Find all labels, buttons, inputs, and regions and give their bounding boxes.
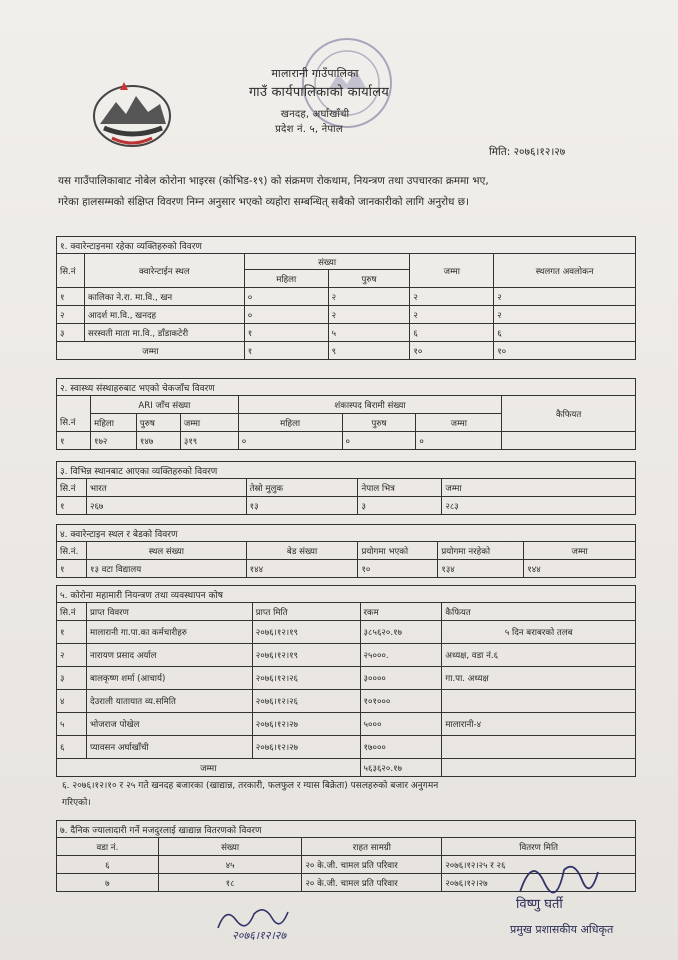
cell — [502, 432, 636, 450]
cell: जम्मा — [57, 342, 245, 360]
col-header: वितरण मिति — [442, 838, 636, 856]
table-row — [57, 667, 636, 690]
col-header: जम्मा — [416, 414, 502, 432]
quarantine-beds-table — [56, 524, 636, 578]
cell: भोजराज पोखेल — [86, 713, 252, 736]
col-header: रकम — [360, 603, 442, 621]
intro-line: यस गाउँपालिकाबाट नोबेल कोरोना भाइरस (कोभिड-१९) को संक्रमण रोकथाम, नियन्त्रण तथा उपचारका क्रममा भए, — [58, 175, 489, 187]
cell: ६ — [494, 324, 636, 342]
municipality-name: मालारानी गाउँपालिका — [271, 67, 359, 80]
col-header: जम्मा — [180, 414, 238, 432]
section-title: १. क्वारेन्टाइनमा रहेका व्यक्तिहरुको विवरण — [57, 237, 636, 254]
cell: २ — [328, 288, 410, 306]
health-checkup-table — [56, 378, 636, 450]
cell: ५६३६२०.१७ — [360, 759, 442, 777]
cell: २६७ — [86, 497, 246, 515]
col-header: प्राप्त मिति — [252, 603, 360, 621]
cell — [442, 759, 636, 777]
cell: ९ — [328, 342, 410, 360]
table-row — [57, 306, 636, 324]
cell: ० — [238, 432, 342, 450]
cell: २०७६।१२।२७ — [442, 874, 636, 892]
cell: मालारानी गा.पा.का कर्मचारीहरु — [86, 621, 252, 644]
col-header: स्थल संख्या — [86, 542, 246, 560]
cell: ० — [244, 288, 328, 306]
cell: १७२ — [90, 432, 136, 450]
cell: १ — [57, 497, 87, 515]
col-header: सि.नं — [57, 603, 87, 621]
cell: ४५ — [158, 856, 302, 874]
cell: १ — [244, 324, 328, 342]
cell: आदर्श मा.वि., खनदह — [84, 306, 244, 324]
col-header: सि.नं — [57, 414, 91, 432]
cell: प्यावसन अर्घाखाँची — [86, 736, 252, 759]
cell: २०७६।१२।२६ — [252, 667, 360, 690]
col-header: नेपाल भित्र — [358, 479, 442, 497]
cell: १ — [57, 560, 87, 578]
cell: अध्यक्ष, वडा नं.६ — [442, 644, 636, 667]
cell: ३ — [358, 497, 442, 515]
cell — [442, 736, 636, 759]
col-header: कैफियत — [442, 603, 636, 621]
col-header: प्राप्त विवरण — [86, 603, 252, 621]
cell: ३०००० — [360, 667, 442, 690]
col-header: महिला — [90, 414, 136, 432]
cell: २ — [494, 288, 636, 306]
col-header: क्वारेन्टाईन स्थल — [84, 254, 244, 288]
col-header: संख्या — [244, 254, 410, 270]
fund-table — [56, 585, 636, 777]
officer-title: प्रमुख प्रशासकीय अधिकृत — [510, 923, 614, 936]
cell: २ — [328, 306, 410, 324]
cell: नारायण प्रसाद अर्याल — [86, 644, 252, 667]
section-title: ३. विभिन्न स्थानबाट आएका व्यक्तिहरुको विवरण — [57, 462, 636, 479]
cell: बालकृष्ण शर्मा (आचार्य) — [86, 667, 252, 690]
col-header: सि.नं — [57, 479, 87, 497]
note-line: गरिएको। — [62, 798, 91, 808]
col-header: महिला — [238, 414, 342, 432]
spacer-cell — [57, 396, 91, 414]
cell: १० — [410, 342, 494, 360]
cell: १४७ — [136, 432, 180, 450]
col-header: पुरुष — [342, 414, 416, 432]
table-row — [57, 713, 636, 736]
cell: २०७६।१२।१९ — [252, 644, 360, 667]
cell: ० — [342, 432, 416, 450]
cell: जम्मा — [57, 759, 361, 777]
cell: १३ वटा विद्यालय — [86, 560, 246, 578]
cell: ५ — [328, 324, 410, 342]
arrivals-table — [56, 461, 636, 515]
cell: २ — [410, 306, 494, 324]
cell: २ — [494, 306, 636, 324]
cell: कालिका ने.रा. मा.वि., खन — [84, 288, 244, 306]
cell: ६ — [57, 736, 87, 759]
cell: ३ — [57, 324, 85, 342]
table-row — [57, 497, 636, 515]
cell: ० — [244, 306, 328, 324]
col-header: कैफियत — [502, 396, 636, 432]
col-header: संख्या — [158, 838, 302, 856]
cell: १०१००० — [360, 690, 442, 713]
document-date: मिति: २०७६।१२।२७ — [489, 146, 566, 158]
section-title: २. स्वास्थ्य संस्थाहरुबाट भएको चेकजाँच विवरण — [57, 379, 636, 396]
col-header: पुरुष — [136, 414, 180, 432]
cell — [442, 690, 636, 713]
table-row — [57, 432, 636, 450]
cell: १७००० — [360, 736, 442, 759]
cell: मालारानी-४ — [442, 713, 636, 736]
cell: ५ दिन बराबरको तलब — [442, 621, 636, 644]
col-header: तेस्रो मुलुक — [246, 479, 358, 497]
col-header: जम्मा — [524, 542, 636, 560]
cell: १८ — [158, 874, 302, 892]
cell: ० — [416, 432, 502, 450]
office-province: प्रदेश नं. ५, नेपाल — [275, 124, 343, 135]
office-address: खनदह, अर्घाखाँची — [280, 109, 350, 120]
col-header: बेड संख्या — [246, 542, 358, 560]
col-header: जम्मा — [442, 479, 636, 497]
col-header: वडा नं. — [57, 838, 159, 856]
cell: २८३ — [442, 497, 636, 515]
col-header: महिला — [244, 270, 328, 288]
intro-line: गरेका हालसम्मको संक्षिप्त विवरण निम्न अनुसार भएको व्यहोरा सम्बन्धित् सबैको जानकारीको लागि अनुरोध छ। — [58, 196, 469, 208]
col-header: पुरुष — [328, 270, 410, 288]
table-row — [57, 736, 636, 759]
table-row — [57, 288, 636, 306]
cell: गा.पा. अध्यक्ष — [442, 667, 636, 690]
col-header: प्रयोगमा भएको — [358, 542, 438, 560]
cell: २ — [57, 644, 87, 667]
cell: २०७६।१२।२७ — [252, 736, 360, 759]
col-header: भारत — [86, 479, 246, 497]
cell: ३ — [57, 667, 87, 690]
cell: ६ — [57, 856, 159, 874]
cell: सरस्वती माता मा.वि., डाँडाकटेरी — [84, 324, 244, 342]
cell: १३४ — [438, 560, 524, 578]
cell: २०७६।१२।२७ — [252, 713, 360, 736]
col-header: स्थलगत अवलोकन — [494, 254, 636, 288]
cell: ७ — [57, 874, 159, 892]
col-header: राहत सामग्री — [302, 838, 442, 856]
officer-name: विष्णु घर्ती — [516, 897, 563, 912]
cell: ५ — [57, 713, 87, 736]
cell: २ — [57, 306, 85, 324]
intro-paragraph — [58, 171, 638, 213]
section-title: ५. कोरोना महामारी नियन्त्रण तथा व्यवस्थापन कोष — [57, 586, 636, 603]
cell: २० के.जी. चामल प्रति परिवार — [302, 856, 442, 874]
col-header: सि.नं. — [57, 542, 87, 560]
table-row — [57, 324, 636, 342]
cell: ४ — [57, 690, 87, 713]
cell: १ — [57, 621, 87, 644]
col-header: प्रयोगमा नरहेको — [438, 542, 524, 560]
office-name: गाउँ कार्यपालिकाको कार्यालय — [248, 85, 389, 100]
cell: २ — [410, 288, 494, 306]
cell: ३८५६२०.१७ — [360, 621, 442, 644]
total-row — [57, 759, 636, 777]
cell: १ — [57, 288, 85, 306]
table-row — [57, 621, 636, 644]
table-row — [57, 690, 636, 713]
cell: २० के.जी. चामल प्रति परिवार — [302, 874, 442, 892]
cell: २०७६।१२।२६ — [252, 690, 360, 713]
col-header: ARI जाँच संख्या — [90, 396, 238, 414]
cell: १४४ — [246, 560, 358, 578]
table-row — [57, 560, 636, 578]
cell: ६ — [410, 324, 494, 342]
cell: १ — [244, 342, 328, 360]
total-row — [57, 342, 636, 360]
cell: ५००० — [360, 713, 442, 736]
cell: १३ — [246, 497, 358, 515]
cell: १ — [57, 432, 91, 450]
section-title: ७. दैनिक ज्यालादारी गर्ने मजदुरलाई खाद्यान्न वितरणको विवरण — [57, 821, 636, 838]
cell: १४४ — [524, 560, 636, 578]
cell: २०७६।१२।१९ — [252, 621, 360, 644]
market-monitoring-note — [62, 778, 632, 812]
cell: १० — [358, 560, 438, 578]
left-signature-date: २०७६।१२।२७ — [232, 929, 287, 942]
col-header: सि.नं — [57, 254, 85, 288]
quarantine-persons-table — [56, 236, 636, 360]
table-row — [57, 644, 636, 667]
col-header: शंकास्पद बिरामी संख्या — [238, 396, 501, 414]
cell: देउराली यातायात व्य.समिति — [86, 690, 252, 713]
section-title: ४. क्वारेन्टाइन स्थल र बेडको विवरण — [57, 525, 636, 542]
col-header: जम्मा — [410, 254, 494, 288]
cell: २५०००. — [360, 644, 442, 667]
note-line: ६. २०७६।१२।१० र २५ गते खनदह बजारका (खाद्यान्न, तरकारी, फलफुल र ग्यास बिक्रेता) पसलहरुको बजार अनुगमन — [62, 781, 439, 791]
cell: १० — [494, 342, 636, 360]
cell: ३१९ — [180, 432, 238, 450]
cell: २०७६।१२।२५ र २६ — [442, 856, 636, 874]
